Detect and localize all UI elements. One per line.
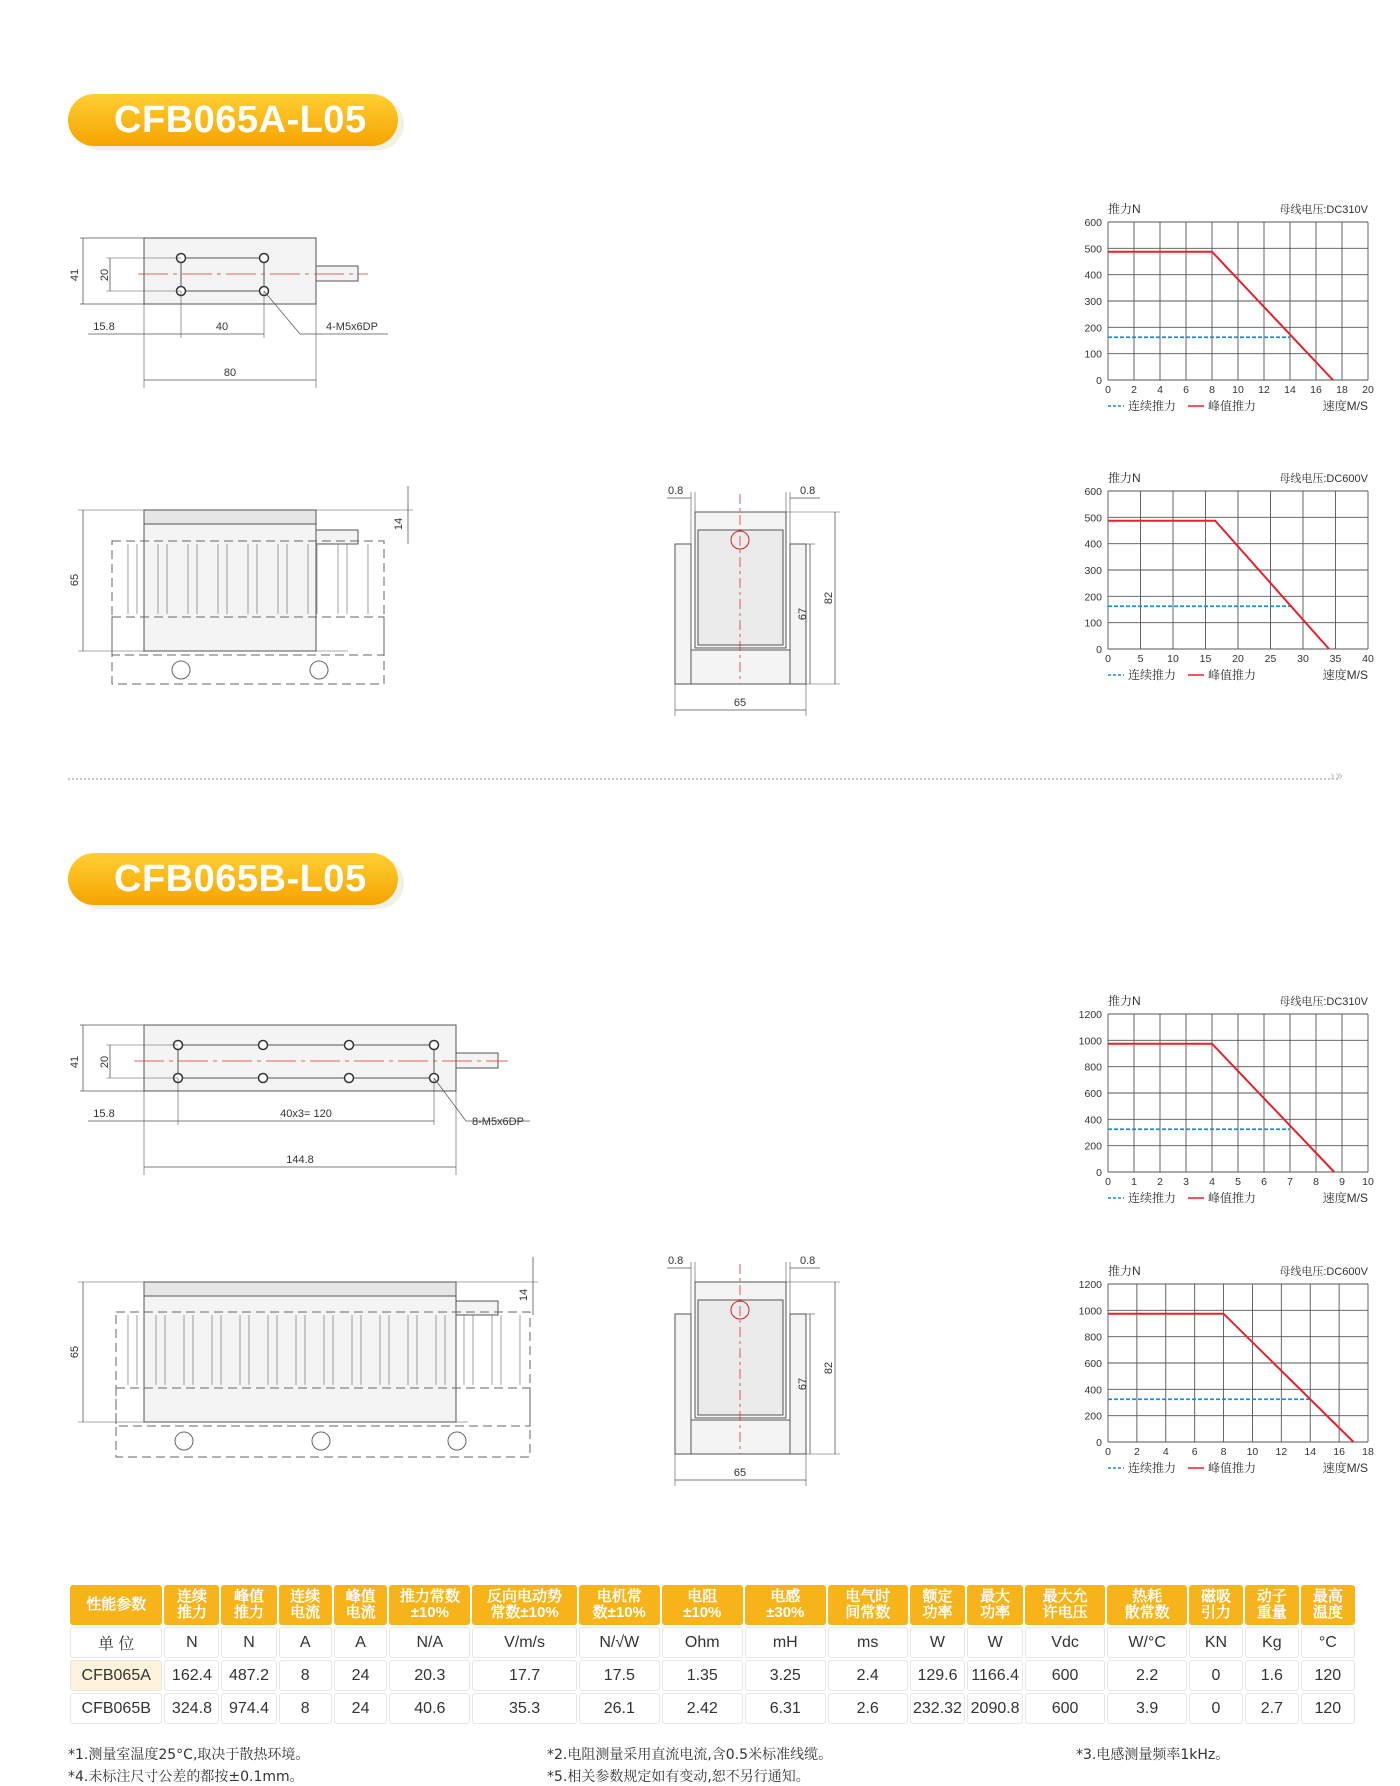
chart-y-tick: 100	[1084, 348, 1102, 361]
chart-x-tick: 18	[1336, 384, 1348, 396]
spec-header-cell: 电阻 ±10%	[662, 1585, 743, 1625]
chart-x-tick: 0	[1105, 653, 1111, 665]
spec-row-label: CFB065A	[70, 1660, 162, 1691]
legend-cont-label: 连续推力	[1128, 1461, 1177, 1475]
spec-cell: 2.2	[1107, 1660, 1187, 1691]
spec-cell: 20.3	[389, 1660, 470, 1691]
spec-header-cell: 最高 温度	[1301, 1585, 1355, 1625]
chart-y-tick: 300	[1084, 565, 1102, 577]
model-title-a: CFB065A-L05	[68, 94, 398, 146]
legend-cont-label: 连续推力	[1128, 1191, 1177, 1205]
spec-header-cell: 额定 功率	[910, 1585, 966, 1625]
dim-offset: 15.8	[93, 321, 115, 333]
model-title-b: CFB065B-L05	[68, 853, 398, 905]
note-2: *2.电阻测量采用直流电流,含0.5米标准线缆。	[547, 1747, 833, 1763]
dim-hole-spacing: 20	[99, 268, 111, 282]
note-4: *4.未标注尺寸公差的都按±0.1mm。	[68, 1769, 304, 1785]
chart-y-tick: 600	[1084, 217, 1102, 229]
chart-x-tick: 6	[1261, 1176, 1267, 1188]
chart-x-tick: 2	[1157, 1176, 1163, 1188]
chart-x-tick: 16	[1310, 384, 1322, 396]
spec-header-cell: 磁吸 引力	[1189, 1585, 1243, 1625]
side-view-drawing-b	[68, 1255, 548, 1470]
chart-x-tick: 0	[1105, 384, 1111, 396]
series-peak-thrust	[1108, 252, 1333, 380]
chart-y-label: 推力N	[1108, 1264, 1141, 1278]
series-peak-thrust	[1108, 1314, 1354, 1442]
chart-bus-voltage: 母线电压:DC310V	[1279, 996, 1368, 1008]
spec-cell: 324.8	[164, 1693, 219, 1724]
spec-header-cell: 性能参数	[70, 1585, 162, 1625]
spec-cell: N	[221, 1627, 276, 1658]
spec-cell: N/√W	[579, 1627, 660, 1658]
dim-width: 65	[733, 1467, 747, 1479]
chart-y-tick: 0	[1096, 1167, 1102, 1179]
section-divider	[68, 778, 1338, 780]
chart-y-tick: 1200	[1078, 1009, 1102, 1021]
divider-arrows: ›»	[1330, 769, 1344, 784]
chart-x-tick: 1	[1131, 1176, 1137, 1188]
spec-cell: 120	[1301, 1660, 1355, 1691]
legend-peak-label: 峰值推力	[1208, 1191, 1257, 1205]
spec-cell: °C	[1301, 1627, 1355, 1658]
chart-x-tick: 8	[1220, 1446, 1227, 1458]
spec-cell: 0	[1189, 1660, 1243, 1691]
spec-header-cell: 连续 推力	[164, 1585, 219, 1625]
chart-y-label: 推力N	[1108, 471, 1141, 485]
spec-header-row	[70, 1585, 1355, 1625]
side-view-drawing-a	[68, 484, 428, 694]
chart-y-tick: 1000	[1078, 1305, 1102, 1318]
spec-header-cell: 峰值 电流	[334, 1585, 388, 1625]
chart-y-tick: 600	[1084, 1088, 1102, 1100]
spec-cell: 24	[334, 1660, 388, 1691]
spec-row-label: 单 位	[70, 1627, 162, 1658]
chart-x-tick: 4	[1157, 384, 1163, 396]
chart-x-tick: 0	[1105, 1446, 1111, 1458]
chart-y-tick: 300	[1084, 296, 1102, 308]
note-3: *3.电感测量频率1kHz。	[1076, 1747, 1230, 1763]
dim-outer: 82	[823, 1361, 835, 1375]
chart-y-tick: 200	[1084, 591, 1102, 604]
chart-x-tick: 2	[1133, 1446, 1140, 1458]
dim-offset: 15.8	[93, 1108, 115, 1120]
chart-b-dc310	[1060, 992, 1374, 1226]
end-view-drawing-a	[655, 484, 875, 724]
spec-cell: W	[967, 1627, 1023, 1658]
chart-y-tick: 200	[1084, 1410, 1102, 1423]
chart-x-tick: 20	[1362, 384, 1374, 396]
spec-header-cell: 反向电动势 常数±10%	[472, 1585, 576, 1625]
spec-unit-row	[70, 1627, 1355, 1658]
chart-y-tick: 800	[1084, 1061, 1102, 1074]
spec-cell: ms	[828, 1627, 908, 1658]
dim-hole-spacing: 20	[99, 1055, 111, 1069]
chart-y-tick: 500	[1084, 243, 1102, 256]
top-view-drawing-b	[68, 1015, 548, 1175]
spec-cell: 8	[279, 1693, 332, 1724]
spec-cell: 40.6	[389, 1693, 470, 1724]
dim-shaft: 14	[393, 517, 405, 531]
spec-cell: 3.9	[1107, 1693, 1187, 1724]
end-view-drawing-b	[655, 1254, 875, 1494]
spec-header-cell: 动子 重量	[1245, 1585, 1299, 1625]
spec-cell: A	[279, 1627, 332, 1658]
legend-cont-label: 连续推力	[1128, 668, 1177, 682]
chart-bus-voltage: 母线电压:DC600V	[1279, 473, 1368, 485]
chart-x-tick: 10	[1167, 653, 1179, 665]
series-peak-thrust	[1108, 1044, 1334, 1172]
spec-cell: 8	[279, 1660, 332, 1691]
spec-cell: 974.4	[221, 1693, 276, 1724]
spec-header-cell: 最大 功率	[967, 1585, 1023, 1625]
chart-x-tick: 14	[1304, 1446, 1317, 1458]
spec-cell: W/°C	[1107, 1627, 1187, 1658]
top-view-drawing-a	[68, 228, 398, 388]
spec-cell: 162.4	[164, 1660, 219, 1691]
chart-x-tick: 10	[1232, 384, 1244, 396]
dim-width: 65	[733, 697, 747, 709]
spec-cell: N	[164, 1627, 219, 1658]
spec-cell: W	[910, 1627, 966, 1658]
spec-cell: 1166.4	[967, 1660, 1023, 1691]
chart-y-tick: 0	[1096, 1437, 1102, 1449]
chart-x-unit: 速度M/S	[1322, 1191, 1368, 1205]
chart-y-tick: 0	[1096, 644, 1102, 656]
spec-cell: Kg	[1245, 1627, 1299, 1658]
dim-inner: 67	[797, 1377, 809, 1391]
chart-x-tick: 6	[1191, 1446, 1198, 1458]
chart-x-tick: 2	[1131, 384, 1137, 396]
spec-cell: 24	[334, 1693, 388, 1724]
dim-height: 65	[69, 1345, 81, 1359]
dim-length: 80	[223, 367, 237, 379]
chart-y-tick: 200	[1084, 1140, 1102, 1153]
spec-cell: 3.25	[745, 1660, 826, 1691]
spec-cell: 487.2	[221, 1660, 276, 1691]
chart-y-tick: 100	[1084, 617, 1102, 630]
chart-x-tick: 3	[1183, 1176, 1189, 1188]
spec-cell: 1.6	[1245, 1660, 1299, 1691]
spec-header-cell: 电气时 间常数	[828, 1585, 908, 1625]
dim-height: 41	[69, 268, 81, 282]
dim-pitch: 40x3= 120	[280, 1108, 332, 1120]
spec-cell: 129.6	[910, 1660, 966, 1691]
chart-y-tick: 400	[1084, 538, 1102, 551]
spec-cell: Ohm	[662, 1627, 743, 1658]
note-5: *5.相关参数规定如有变动,恕不另行通知。	[547, 1769, 810, 1785]
spec-header-cell: 峰值 推力	[221, 1585, 276, 1625]
chart-y-tick: 1000	[1078, 1035, 1102, 1048]
spec-cell: 17.7	[472, 1660, 576, 1691]
spec-header-cell: 最大允 许电压	[1025, 1585, 1105, 1625]
spec-cell: KN	[1189, 1627, 1243, 1658]
legend-peak-label: 峰值推力	[1208, 1461, 1257, 1475]
spec-cell: 2.4	[828, 1660, 908, 1691]
spec-table	[68, 1583, 1357, 1726]
spec-header-cell: 热耗 散常数	[1107, 1585, 1187, 1625]
legend-peak-label: 峰值推力	[1208, 399, 1257, 413]
chart-y-tick: 400	[1084, 269, 1102, 282]
chart-x-tick: 25	[1264, 653, 1277, 665]
chart-x-tick: 30	[1297, 653, 1309, 665]
chart-x-unit: 速度M/S	[1322, 668, 1368, 682]
chart-x-tick: 5	[1137, 653, 1144, 665]
spec-cell: N/A	[389, 1627, 470, 1658]
chart-x-tick: 16	[1333, 1446, 1345, 1458]
chart-x-tick: 7	[1287, 1176, 1293, 1188]
spec-header-cell: 电感 ±30%	[745, 1585, 826, 1625]
chart-x-unit: 速度M/S	[1322, 399, 1368, 413]
chart-x-tick: 4	[1162, 1446, 1169, 1458]
chart-x-tick: 5	[1235, 1176, 1241, 1188]
dim-inner: 67	[797, 607, 809, 621]
hole-note: 4-M5x6DP	[326, 321, 378, 333]
chart-bus-voltage: 母线电压:DC600V	[1279, 1266, 1368, 1278]
dim-shaft: 14	[518, 1288, 530, 1302]
chart-x-tick: 9	[1339, 1176, 1345, 1188]
dim-gap-left: 0.8	[668, 485, 684, 497]
dim-gap-right: 0.8	[800, 1255, 816, 1267]
spec-cell: 1.35	[662, 1660, 743, 1691]
spec-data-row	[70, 1693, 1355, 1724]
series-peak-thrust	[1108, 521, 1329, 649]
chart-y-label: 推力N	[1108, 994, 1141, 1008]
chart-bus-voltage: 母线电压:DC310V	[1279, 204, 1368, 216]
note-1: *1.测量室温度25°C,取决于散热环境。	[68, 1747, 310, 1763]
spec-cell: 120	[1301, 1693, 1355, 1724]
spec-cell: 17.5	[579, 1660, 660, 1691]
chart-y-tick: 400	[1084, 1384, 1102, 1397]
chart-y-tick: 0	[1096, 375, 1102, 387]
hole-note: 8-M5x6DP	[472, 1116, 524, 1128]
chart-y-tick: 600	[1084, 1358, 1102, 1370]
dim-outer: 82	[823, 591, 835, 605]
chart-x-unit: 速度M/S	[1322, 1461, 1368, 1475]
spec-cell: 26.1	[579, 1693, 660, 1724]
spec-cell: 35.3	[472, 1693, 576, 1724]
chart-x-tick: 10	[1362, 1176, 1374, 1188]
spec-cell: mH	[745, 1627, 826, 1658]
spec-cell: 600	[1025, 1660, 1105, 1691]
legend-cont-label: 连续推力	[1128, 399, 1177, 413]
chart-x-tick: 4	[1209, 1176, 1215, 1188]
chart-x-tick: 10	[1246, 1446, 1259, 1458]
spec-data-row	[70, 1660, 1355, 1691]
chart-x-tick: 0	[1105, 1176, 1111, 1188]
spec-cell: 2.6	[828, 1693, 908, 1724]
chart-y-tick: 1200	[1078, 1279, 1102, 1291]
spec-cell: 232.32	[910, 1693, 966, 1724]
chart-b-dc600	[1060, 1262, 1374, 1496]
chart-x-tick: 35	[1329, 653, 1342, 665]
chart-y-tick: 200	[1084, 322, 1102, 335]
spec-cell: 2.7	[1245, 1693, 1299, 1724]
dim-gap-left: 0.8	[668, 1255, 684, 1267]
chart-x-tick: 20	[1232, 653, 1244, 665]
dim-pitch: 40	[215, 321, 229, 333]
dim-height: 65	[69, 573, 81, 587]
chart-x-tick: 8	[1313, 1176, 1319, 1188]
chart-a-dc310	[1060, 200, 1374, 434]
chart-y-label: 推力N	[1108, 202, 1141, 216]
spec-cell: 2.42	[662, 1693, 743, 1724]
chart-x-tick: 14	[1284, 384, 1296, 396]
dim-gap-right: 0.8	[800, 485, 816, 497]
chart-y-tick: 500	[1084, 512, 1102, 525]
chart-a-dc600	[1060, 469, 1374, 703]
legend-peak-label: 峰值推力	[1208, 668, 1257, 682]
chart-y-tick: 600	[1084, 486, 1102, 498]
chart-y-tick: 400	[1084, 1114, 1102, 1127]
dim-height: 41	[69, 1055, 81, 1069]
spec-cell: Vdc	[1025, 1627, 1105, 1658]
chart-x-tick: 6	[1183, 384, 1189, 396]
spec-cell: 600	[1025, 1693, 1105, 1724]
chart-x-tick: 12	[1275, 1446, 1288, 1458]
chart-x-tick: 15	[1199, 653, 1212, 665]
chart-x-tick: 8	[1209, 384, 1215, 396]
spec-header-cell: 连续 电流	[279, 1585, 332, 1625]
spec-cell: V/m/s	[472, 1627, 576, 1658]
spec-cell: 2090.8	[967, 1693, 1023, 1724]
dim-length: 144.8	[286, 1154, 314, 1166]
spec-row-label: CFB065B	[70, 1693, 162, 1724]
spec-cell: 0	[1189, 1693, 1243, 1724]
chart-x-tick: 12	[1258, 384, 1270, 396]
spec-cell: 6.31	[745, 1693, 826, 1724]
chart-x-tick: 18	[1362, 1446, 1374, 1458]
spec-header-cell: 电机常 数±10%	[579, 1585, 660, 1625]
chart-y-tick: 800	[1084, 1331, 1102, 1344]
chart-x-tick: 40	[1362, 653, 1374, 665]
spec-cell: A	[334, 1627, 388, 1658]
spec-header-cell: 推力常数 ±10%	[389, 1585, 470, 1625]
